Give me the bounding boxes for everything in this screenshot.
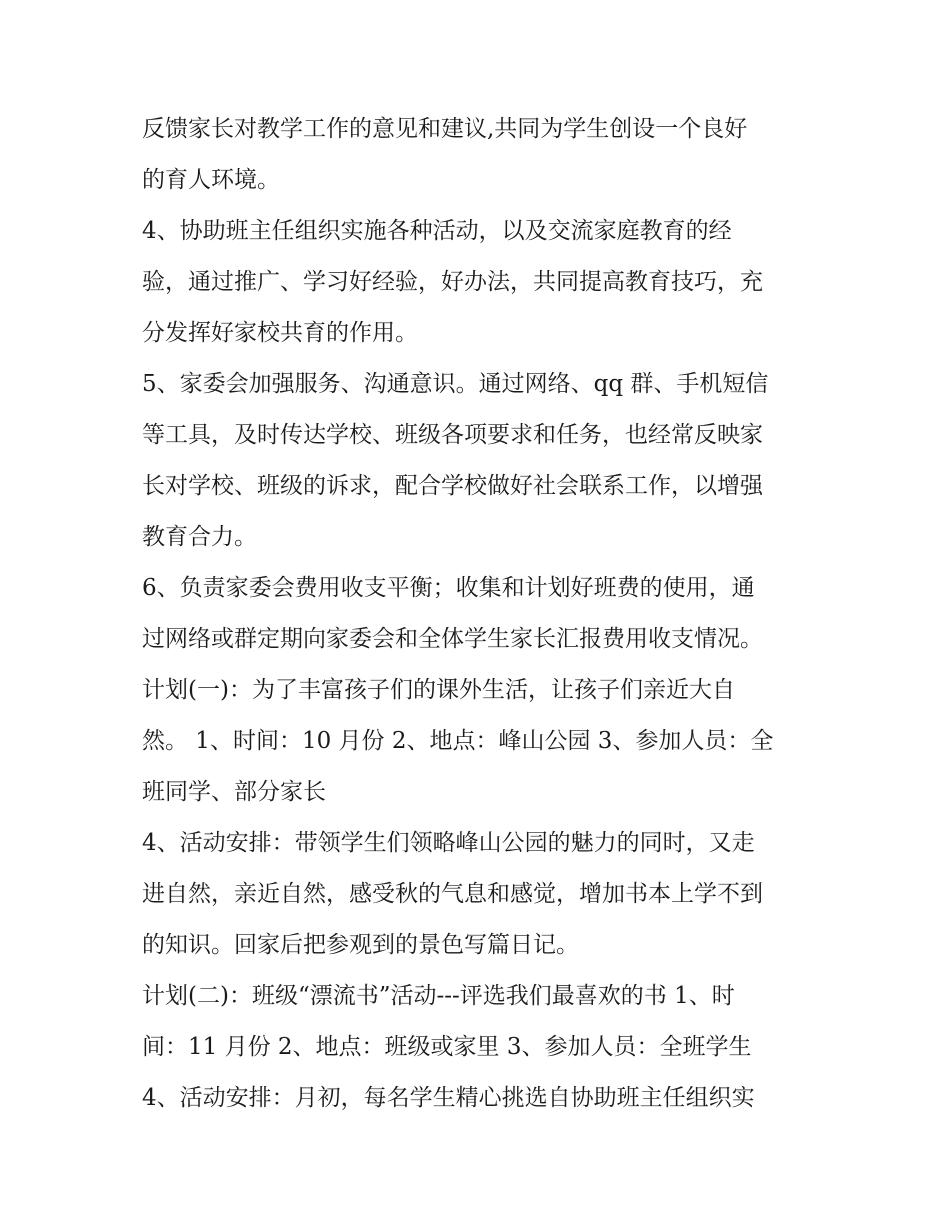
text-line: 然。 1、时间：10 月份 2、地点：峰山公园 3、参加人员：全 [142,728,774,754]
text-line: 6、负责家委会费用收支平衡；收集和计划好班费的使用，通 [142,575,755,601]
text-line: 验，通过推广、学习好经验，好办法，共同提高教育技巧，充 [142,269,763,295]
text-line: 教育合力。 [142,524,257,550]
text-line: 的知识。回家后把参观到的景色写篇日记。 [142,932,579,958]
body-text [142,104,822,1124]
text-line: 分发挥好家校共育的作用。 [142,320,418,346]
text-line: 4、协助班主任组织实施各种活动，以及交流家庭教育的经 [142,218,732,244]
text-line: 4、活动安排：月初，每名学生精心挑选自协助班主任组织实 [142,1085,755,1111]
text-line: 过网络或群定期向家委会和全体学生家长汇报费用收支情况。 [142,626,763,652]
text-line: 4、活动安排：带领学生们领略峰山公园的魅力的同时，又走 [142,830,755,856]
text-line: 间：11 月份 2、地点：班级或家里 3、参加人员：全班学生 [142,1034,752,1060]
text-line: 进自然，亲近自然，感受秋的气息和感觉，增加书本上学不到 [142,881,763,907]
text-line: 计划(二)：班级“漂流书”活动---评选我们最喜欢的书 1、时 [142,983,735,1009]
text-line: 计划(一)：为了丰富孩子们的课外生活，让孩子们亲近大自 [142,677,735,703]
text-line: 班同学、部分家长 [142,779,326,805]
text-line: 长对学校、班级的诉求，配合学校做好社会联系工作，以增强 [142,473,763,499]
text-line: 反馈家长对教学工作的意见和建议,共同为学生创设一个良好 [142,116,748,142]
text-line: 的育人环境。 [142,167,280,193]
text-line: 等工具，及时传达学校、班级各项要求和任务，也经常反映家 [142,422,763,448]
text-line: 5、家委会加强服务、沟通意识。通过网络、qq 群、手机短信 [142,371,769,397]
